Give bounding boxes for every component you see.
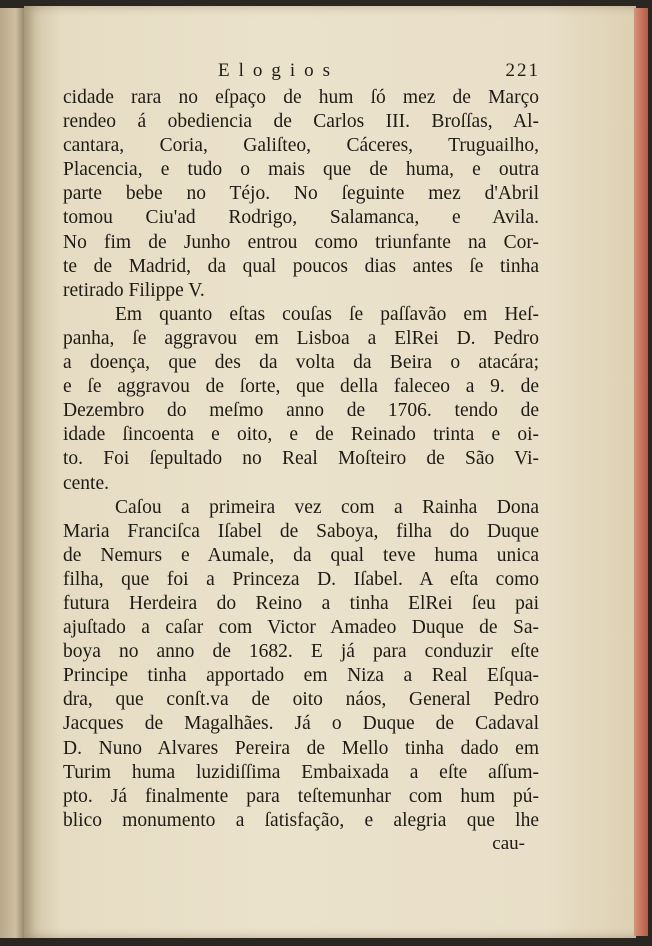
text-line: e ſe aggravou de ſorte, que della faleceo a 9. de (63, 376, 539, 398)
text-line: Dezembro do meſmo anno de 1706. tendo de (63, 400, 539, 422)
text-line: cente. (63, 472, 110, 494)
text-line: rendeo á obediencia de Carlos III. Broſſas, Al- (63, 111, 539, 133)
text-line: dra, que conſt.va de oito náos, General Pedro (63, 689, 539, 711)
text-line: parte bebe no Téjo. No ſeguinte mez d'Abril (63, 183, 539, 205)
running-title: Elogios (218, 60, 340, 81)
text-line: ajuſtado a caſar com Victor Amadeo Duque de Sa- (63, 617, 539, 639)
text-line: a doença, que des da volta da Beira o atacára; (63, 352, 539, 374)
text-line: Placencia, e tudo o mais que de huma, e outra (63, 159, 539, 181)
facing-page-edge (0, 8, 26, 938)
text-line: boya no anno de 1682. E já para conduzir eſte (63, 641, 539, 663)
text-line: idade ſincoenta e oito, e de Reinado trinta e oi- (63, 424, 539, 446)
text-line: filha, que foi a Princeza D. Iſabel. A eſta como (63, 568, 539, 590)
text-line: pto. Já finalmente para teſtemunhar com hum pú- (63, 785, 539, 807)
text-line: Caſou a primeira vez com a Rainha Dona (115, 496, 539, 518)
text-line: Jacques de Magalhães. Já o Duque de Cadaval (63, 713, 539, 735)
text-line: No fim de Junho entrou como triunfante na Cor- (63, 231, 539, 253)
page-number: 221 (505, 60, 540, 81)
text-line: cidade rara no eſpaço de hum ſó mez de Março (63, 87, 539, 108)
text-line: Principe tinha apportado em Niza a Real Eſqua- (63, 665, 539, 687)
text-line: futura Herdeira do Reino a tinha ElRei ſeu pai (63, 592, 539, 614)
body-text (63, 86, 539, 855)
text-line: panha, ſe aggravou em Lisboa a ElRei D. Pedro (63, 327, 539, 349)
text-line: to. Foi ſepultado no Real Moſteiro de São Vi- (63, 448, 539, 470)
text-line: Turim huma luzidiſſima Embaixada a eſte aſſum- (63, 761, 539, 783)
text-line: cantara, Coria, Galiſteo, Cáceres, Truguailho, (63, 135, 539, 157)
text-line: tomou Ciu'ad Rodrigo, Salamanca, e Avila. (63, 207, 539, 229)
text-line: de Nemurs e Aumale, da qual teve huma unica (63, 544, 539, 566)
page-header (218, 60, 540, 84)
text-line: D. Nuno Alvares Pereira de Mello tinha dado em (63, 737, 539, 759)
text-line: blico monumento a ſatisfação, e alegria que lhe (63, 809, 539, 831)
text-line: Maria Franciſca Iſabel de Saboya, filha do Duque (63, 520, 539, 542)
page-edge-red (634, 8, 648, 936)
text-line: retirado Filippe V. (63, 279, 205, 301)
text-line: Em quanto eſtas couſas ſe paſſavão em Heſ- (115, 303, 539, 325)
catchword: cau- (492, 832, 525, 854)
text-line: te de Madrid, da qual poucos dias antes ſe tinha (63, 255, 539, 277)
